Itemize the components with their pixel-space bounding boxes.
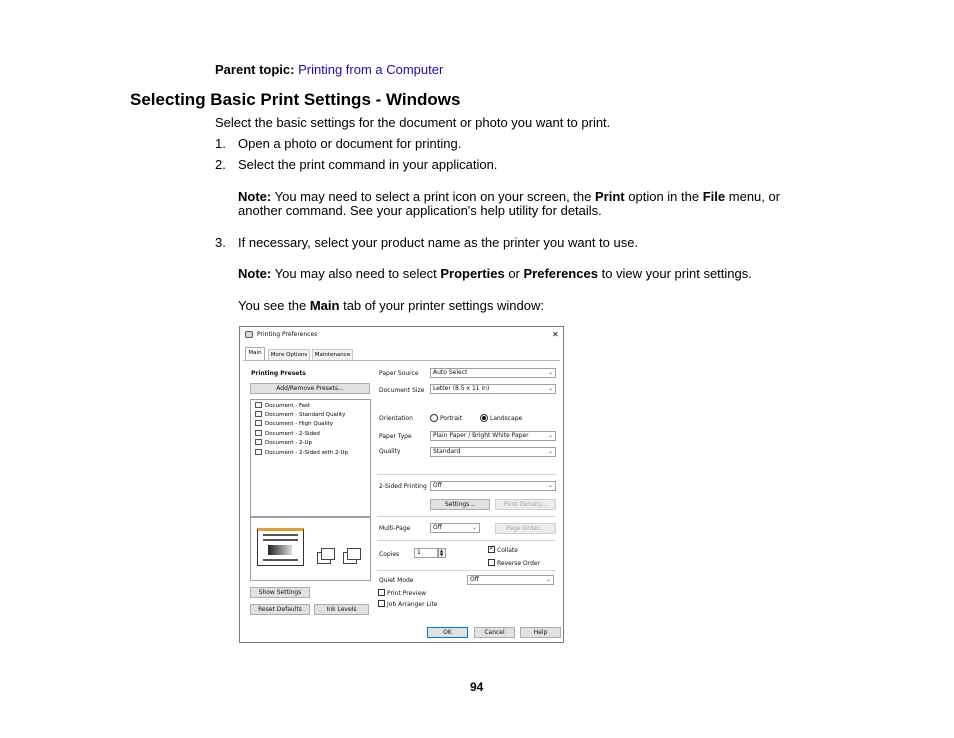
main-tab-line-main: Main bbox=[309, 298, 340, 313]
ok-button[interactable]: OK bbox=[427, 627, 468, 638]
document-icon bbox=[255, 411, 262, 417]
landscape-label: Landscape bbox=[490, 415, 523, 422]
orientation-label: Orientation bbox=[379, 415, 413, 422]
note-1-print: Print bbox=[595, 189, 625, 204]
document-icon bbox=[255, 449, 262, 455]
collate-checkbox[interactable] bbox=[488, 546, 495, 553]
list-item[interactable] bbox=[255, 411, 345, 420]
note-2-text-d: to view your print settings. bbox=[601, 266, 752, 281]
quality-label: Quality bbox=[379, 448, 401, 455]
print-density-button[interactable]: Print Density... bbox=[495, 499, 556, 510]
checkmark-icon: ✓ bbox=[489, 544, 495, 552]
parent-topic-label: Parent topic: bbox=[215, 62, 295, 77]
paper-source-select[interactable] bbox=[430, 368, 556, 378]
printing-preferences-dialog bbox=[239, 326, 564, 643]
print-preview-checkbox[interactable] bbox=[378, 589, 385, 596]
note-1-text-a: You may need to select a print icon on your screen, the bbox=[274, 189, 592, 204]
note-2 bbox=[238, 266, 752, 282]
quality-value: Standard bbox=[433, 448, 461, 455]
chevron-down-icon: ⌄ bbox=[545, 576, 551, 583]
paper-preview-icon bbox=[257, 528, 304, 566]
preset-label: Document - 2-Sided bbox=[265, 431, 320, 437]
two-sided-label: 2-Sided Printing bbox=[379, 483, 427, 490]
preset-label: Document - Standard Quality bbox=[265, 412, 346, 418]
quiet-mode-label: Quiet Mode bbox=[379, 577, 414, 584]
note-1-text-c: option in the bbox=[628, 189, 700, 204]
document-icon bbox=[255, 402, 262, 408]
preset-label: Document - 2-Sided with 2-Up bbox=[265, 450, 349, 456]
ink-levels-button[interactable]: Ink Levels bbox=[314, 604, 369, 615]
portrait-radio[interactable] bbox=[430, 414, 438, 422]
reverse-order-label: Reverse Order bbox=[497, 560, 541, 567]
printer-icon bbox=[245, 331, 253, 338]
list-item[interactable] bbox=[255, 402, 310, 411]
portrait-label: Portrait bbox=[440, 415, 463, 422]
page-number: 94 bbox=[470, 680, 484, 694]
preset-label: Document - High Quality bbox=[265, 421, 334, 427]
quiet-mode-value: Off bbox=[470, 576, 479, 583]
note-1-line-2: another command. See your application's help utility for details. bbox=[238, 203, 602, 218]
note-1-label: Note: bbox=[238, 189, 272, 204]
list-item[interactable] bbox=[255, 449, 348, 458]
collate-stack-icon bbox=[347, 548, 361, 560]
list-item[interactable] bbox=[255, 430, 320, 439]
intro-text: Select the basic settings for the document or photo you want to print. bbox=[215, 115, 611, 130]
divider bbox=[377, 474, 556, 475]
paper-source-label: Paper Source bbox=[379, 370, 419, 377]
document-icon bbox=[255, 420, 262, 426]
document-icon bbox=[255, 430, 262, 436]
document-size-select[interactable] bbox=[430, 384, 556, 394]
reset-defaults-button[interactable]: Reset Defaults bbox=[250, 604, 310, 615]
job-arranger-checkbox[interactable] bbox=[378, 600, 385, 607]
dialog-title: Printing Preferences bbox=[257, 331, 318, 338]
paper-source-value: Auto Select bbox=[433, 369, 468, 376]
landscape-radio[interactable] bbox=[480, 414, 488, 422]
print-preview-panel bbox=[250, 517, 371, 581]
quiet-mode-select[interactable] bbox=[467, 575, 554, 585]
page-heading: Selecting Basic Print Settings - Windows bbox=[130, 90, 461, 109]
spin-down-icon: ▼ bbox=[440, 552, 444, 557]
step-1-number: 1. bbox=[215, 136, 226, 151]
print-preview-label: Print Preview bbox=[387, 590, 427, 597]
list-item[interactable] bbox=[255, 420, 333, 429]
tab-main[interactable]: Main bbox=[245, 347, 265, 361]
chevron-down-icon: ⌄ bbox=[547, 385, 553, 392]
note-2-text-c: or bbox=[508, 266, 520, 281]
chevron-down-icon: ⌄ bbox=[547, 482, 553, 489]
presets-title: Printing Presets bbox=[251, 370, 306, 377]
document-size-value: Letter (8.5 x 11 in) bbox=[433, 385, 490, 392]
divider bbox=[377, 540, 556, 541]
multipage-value: Off bbox=[433, 524, 442, 531]
main-tab-line-a: You see the bbox=[238, 298, 307, 313]
paper-type-label: Paper Type bbox=[379, 433, 412, 440]
step-3-number: 3. bbox=[215, 235, 226, 250]
two-sided-value: Off bbox=[433, 482, 442, 489]
document-size-label: Document Size bbox=[379, 387, 425, 394]
collate-label: Collate bbox=[497, 547, 518, 554]
main-tab-line bbox=[238, 298, 544, 314]
document-icon bbox=[255, 439, 262, 445]
presets-list bbox=[250, 399, 371, 517]
note-1-file: File bbox=[702, 189, 726, 204]
radio-dot bbox=[482, 416, 486, 420]
show-settings-button[interactable]: Show Settings bbox=[250, 587, 310, 598]
chevron-down-icon: ⌄ bbox=[547, 432, 553, 439]
note-2-label: Note: bbox=[238, 266, 272, 281]
note-2-text-a: You may also need to select bbox=[274, 266, 437, 281]
quality-select[interactable] bbox=[430, 447, 556, 457]
collate-stack-icon bbox=[321, 548, 335, 560]
parent-topic-link[interactable]: Printing from a Computer bbox=[298, 62, 444, 77]
step-2-text: Select the print command in your application. bbox=[238, 157, 498, 172]
parent-topic bbox=[215, 62, 443, 78]
copies-spinner[interactable] bbox=[438, 548, 446, 558]
spin-up-icon: ▲ bbox=[440, 548, 444, 553]
chevron-down-icon: ⌄ bbox=[547, 448, 553, 455]
main-tab-line-c: tab of your printer settings window: bbox=[343, 298, 544, 313]
tab-maintenance[interactable]: Maintenance bbox=[312, 349, 353, 361]
step-2-number: 2. bbox=[215, 157, 226, 172]
close-icon[interactable]: ✕ bbox=[552, 330, 559, 339]
settings-button[interactable]: Settings... bbox=[430, 499, 490, 510]
copies-input[interactable] bbox=[414, 548, 438, 558]
copies-value: 1 bbox=[417, 549, 421, 556]
note-1-text-d: menu, or bbox=[728, 189, 781, 204]
step-1-text: Open a photo or document for printing. bbox=[238, 136, 462, 151]
preset-label: Document - Fast bbox=[265, 403, 311, 409]
page-order-button[interactable]: Page Order... bbox=[495, 523, 556, 534]
add-remove-presets-button[interactable]: Add/Remove Presets... bbox=[250, 383, 370, 394]
list-item[interactable] bbox=[255, 439, 312, 448]
chevron-down-icon: ⌄ bbox=[547, 369, 553, 376]
tab-more-options[interactable]: More Options bbox=[268, 349, 310, 361]
multipage-label: Multi-Page bbox=[379, 525, 411, 532]
step-3-text: If necessary, select your product name as the printer you want to use. bbox=[238, 235, 639, 250]
cancel-button[interactable]: Cancel bbox=[474, 627, 515, 638]
copies-label: Copies bbox=[379, 551, 400, 558]
paper-type-value: Plain Paper / Bright White Paper bbox=[433, 432, 529, 439]
job-arranger-label: Job Arranger Lite bbox=[387, 601, 438, 608]
chevron-down-icon: ⌄ bbox=[471, 524, 477, 531]
paper-type-select[interactable] bbox=[430, 431, 556, 441]
reverse-order-checkbox[interactable] bbox=[488, 559, 495, 566]
divider bbox=[377, 570, 556, 571]
divider bbox=[377, 516, 556, 517]
help-button[interactable]: Help bbox=[520, 627, 561, 638]
preset-label: Document - 2-Up bbox=[265, 440, 312, 446]
tab-divider bbox=[243, 360, 560, 361]
two-sided-select[interactable] bbox=[430, 481, 556, 491]
note-2-properties: Properties bbox=[440, 266, 505, 281]
note-2-preferences: Preferences bbox=[523, 266, 598, 281]
multipage-select[interactable] bbox=[430, 523, 480, 533]
